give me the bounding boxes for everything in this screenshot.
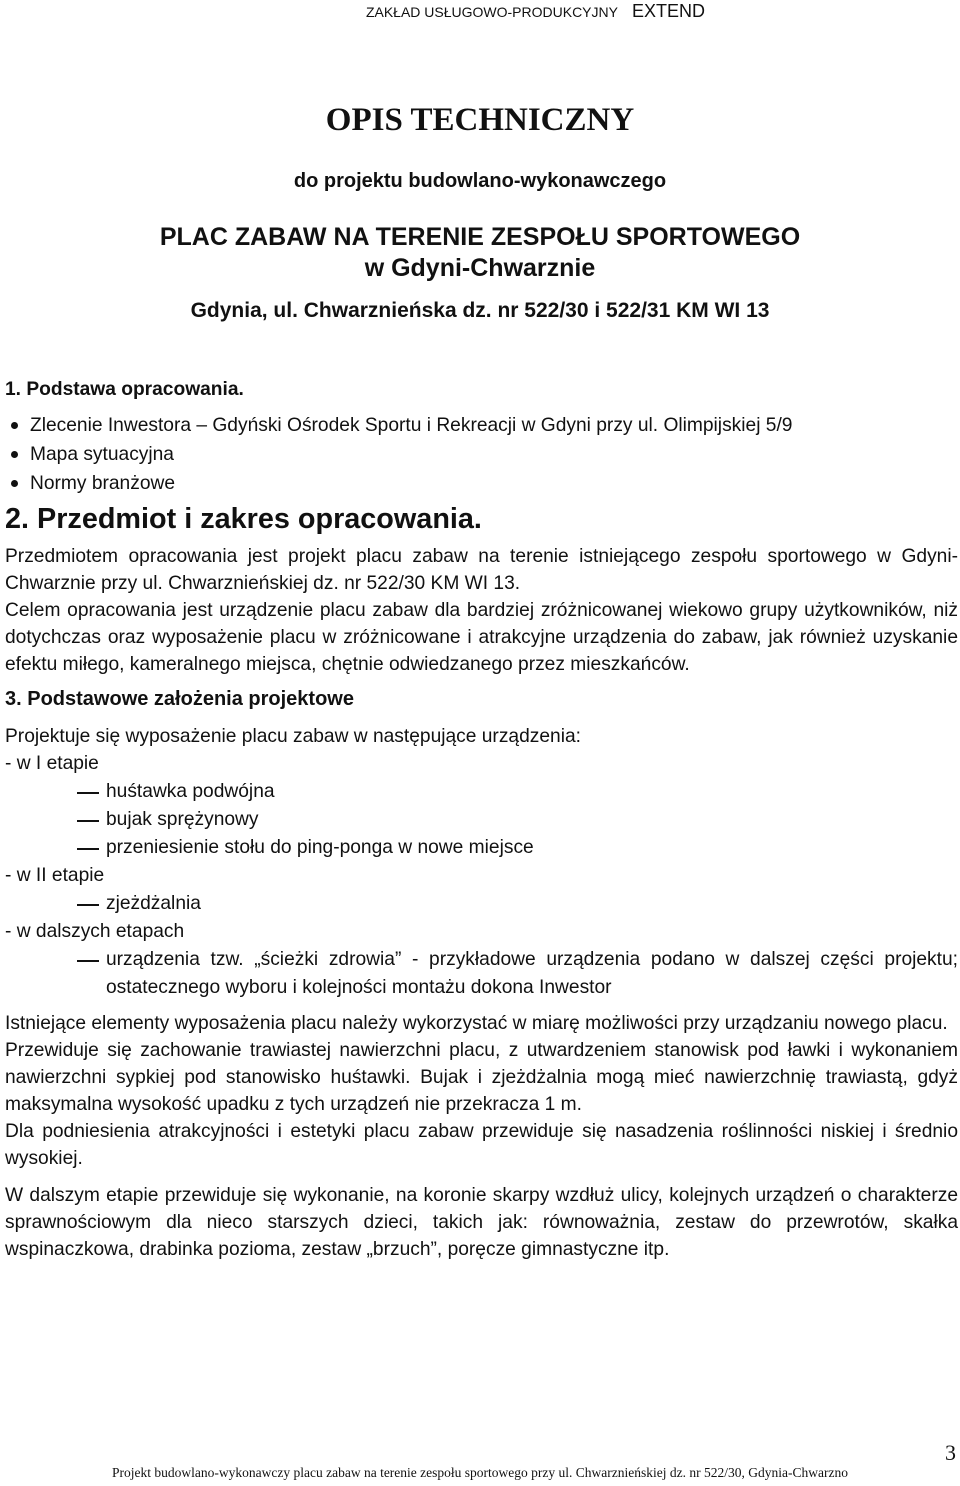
section-2-heading: 2. Przedmiot i zakres opracowania. — [5, 503, 482, 535]
dash-icon — [77, 820, 99, 822]
project-title — [0, 222, 960, 284]
dash-icon — [77, 960, 99, 962]
document-body — [5, 376, 958, 1263]
list-item: bujak sprężynowy — [5, 806, 958, 834]
stage-label: - w dalszych etapach — [5, 921, 185, 942]
list-item: Mapa sytuacyjna — [5, 440, 958, 469]
project-location: Gdynia, ul. Chwarznieńska dz. nr 522/30 i 522/31 KM WI 13 — [190, 299, 770, 322]
stage-2-list — [5, 890, 958, 918]
paragraph: Dla podniesienia atrakcyjności i estetyki placu zabaw przewiduje się nasadzenia roślinności niskiej i średnio wysokiej. — [5, 1121, 958, 1169]
company-name: ZAKŁAD USŁUGOWO-PRODUKCYJNY — [365, 4, 618, 20]
project-title-line1: PLAC ZABAW NA TERENIE ZESPOŁU SPORTOWEGO — [159, 223, 801, 251]
dash-icon — [77, 904, 99, 906]
stage-label: - w II etapie — [5, 865, 105, 886]
brand-name: EXTEND — [631, 1, 705, 21]
bullet-icon — [11, 451, 18, 458]
list-item: przeniesienie stołu do ping-ponga w nowe miejsce — [5, 834, 958, 862]
list-item: Normy branżowe — [5, 469, 958, 498]
page-footer: Projekt budowlano-wykonawczy placu zabaw na terenie zespołu sportowego przy ul. Chwarznieńskiej dz. nr 522/30, Gdynia-Chwarzno — [112, 1465, 848, 1480]
paragraph: Przedmiotem opracowania jest projekt placu zabaw na terenie istniejącego zespołu sportowego w Gdyni-Chwarznie przy ul. Chwarznieńskiej dz. nr 522/30 KM WI 13. — [5, 546, 958, 594]
stage-3-list — [5, 946, 958, 1002]
paragraph: Przewiduje się zachowanie trawiastej nawierzchni placu, z utwardzeniem stanowisk pod ławki i wykonaniem nawierzchni sypkiej pod stanowisko huśtawki. Bujak i zjeżdżalnia mogą mieć nawierzchnię trawiastą, gdyż maksymalna wysokość upadku z tych urządzeń nie przekracza 1 m. — [5, 1040, 958, 1115]
stage-1-list — [5, 778, 958, 862]
stage-label: - w I etapie — [5, 753, 99, 774]
list-item: huśtawka podwójna — [5, 778, 958, 806]
dash-icon — [77, 848, 99, 850]
page-number: 3 — [945, 1440, 956, 1465]
dash-icon — [77, 792, 99, 794]
document-subtitle: do projektu budowlano-wykonawczego — [293, 170, 667, 192]
list-item: urządzenia tzw. „ścieżki zdrowia” - przykładowe urządzenia podano w dalszej części projektu; ostatecznego wyboru i kolejności montażu dokona Inwestor — [5, 946, 958, 1002]
section-3-heading: 3. Podstawowe założenia projektowe — [5, 688, 354, 710]
project-title-line2: w Gdyni-Chwarznie — [364, 254, 596, 282]
document-title: OPIS TECHNICZNY — [325, 102, 635, 138]
list-item: Zlecenie Inwestora – Gdyński Ośrodek Sportu i Rekreacji w Gdyni przy ul. Olimpijskiej 5/9 — [5, 411, 958, 440]
paragraph: W dalszym etapie przewiduje się wykonanie, na koronie skarpy wzdłuż ulicy, kolejnych urządzeń o charakterze sprawnościowym dla nieco starszych dzieci, takich jak: równoważnia, zestaw do przewrotów, skałka wspinaczkowa, drabinka pozioma, zestaw „brzuch”, poręcze gimnastyczne itp. — [5, 1185, 958, 1260]
list-item: zjeżdżalnia — [5, 890, 958, 918]
section-1-heading: 1. Podstawa opracowania. — [5, 379, 244, 400]
page-header — [366, 0, 705, 22]
paragraph: Celem opracowania jest urządzenie placu zabaw dla bardziej zróżnicowanej wiekowo grupy użytkowników, niż dotychczas oraz wyposażenie placu w zróżnicowane i atrakcyjne urządzenia do zabaw, jak również uzyskanie efektu miłego, kameralnego miejsca, chętnie odwiedzanego przez mieszkańców. — [5, 600, 958, 675]
bullet-icon — [11, 480, 18, 487]
paragraph: Projektuje się wyposażenie placu zabaw w następujące urządzenia: — [5, 726, 581, 747]
bullet-icon — [11, 422, 18, 429]
section-1-list — [5, 411, 958, 498]
paragraph: Istniejące elementy wyposażenia placu należy wykorzystać w miarę możliwości przy urządzaniu nowego placu. — [5, 1013, 948, 1034]
